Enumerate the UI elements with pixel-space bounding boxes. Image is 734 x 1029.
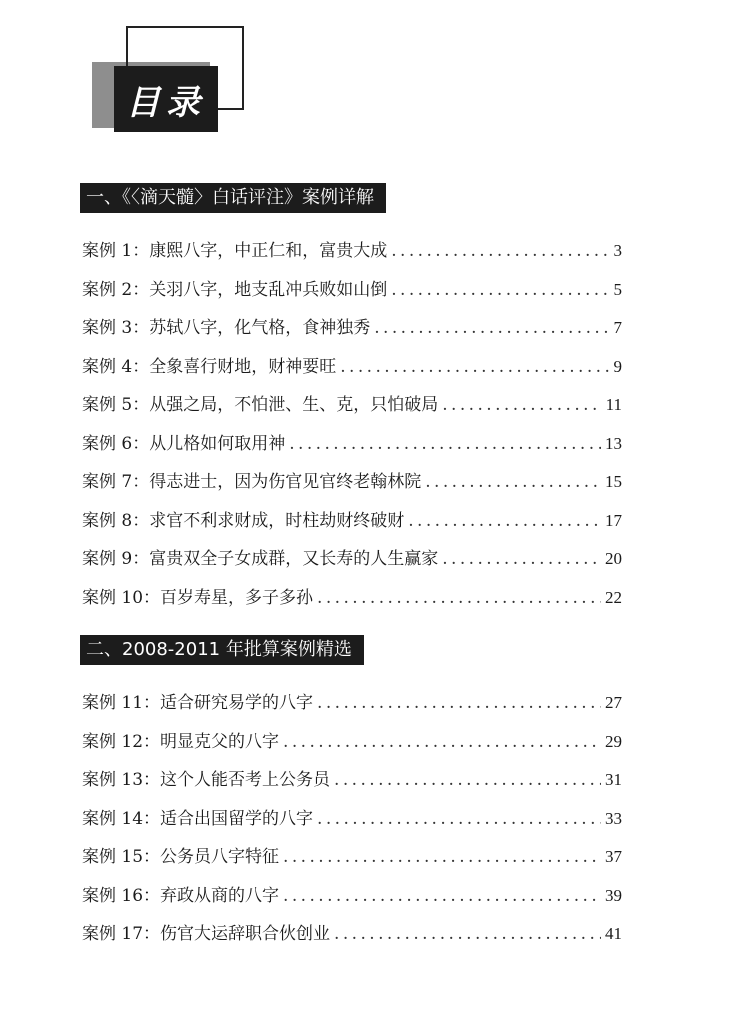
page-title: 目录 [114, 66, 218, 132]
toc-entry[interactable] [82, 583, 622, 622]
entry-page-number: 31 [605, 770, 622, 789]
toc-entry[interactable] [82, 919, 622, 958]
entry-number: 案例 6： [82, 433, 150, 454]
entry-title: 康熙八字，中正仁和，富贵大成 [149, 241, 388, 261]
entry-page-number: 37 [605, 847, 622, 866]
entry-title: 苏轼八字，化气格，食神独秀 [149, 318, 371, 338]
entry-number: 案例 5： [82, 395, 150, 415]
leader-dots [408, 511, 601, 531]
entry-title: 适合出国留学的八字 [160, 808, 314, 829]
entry-page-number: 39 [605, 885, 622, 905]
entry-number: 案例 12： [82, 731, 161, 752]
entry-title: 伤官大运辞职合伙创业 [160, 924, 331, 944]
toc-entry[interactable] [82, 804, 622, 843]
entry-number: 案例 14： [82, 808, 161, 829]
leader-dots [317, 809, 601, 829]
toc-entry[interactable] [82, 236, 622, 275]
toc-entry[interactable] [82, 688, 622, 727]
leader-dots [334, 924, 601, 944]
entry-page-number: 33 [605, 808, 622, 828]
leader-dots [340, 357, 609, 377]
entry-number: 案例 11： [82, 693, 161, 713]
entry-page-number: 20 [605, 549, 622, 568]
leader-dots [391, 241, 609, 261]
entry-page-number: 29 [605, 731, 622, 751]
entry-number: 案例 4： [82, 356, 150, 377]
leader-dots [442, 549, 601, 569]
toc-emblem [92, 26, 248, 130]
entry-title: 全象喜行财地，财神要旺 [149, 356, 337, 377]
entry-number: 案例 15： [82, 847, 161, 867]
entry-page-number: 7 [613, 318, 622, 337]
toc-entry[interactable] [82, 275, 622, 314]
entry-title: 从强之局，不怕泄、生、克，只怕破局 [149, 395, 439, 415]
toc-entry[interactable] [82, 765, 622, 804]
entry-number: 案例 10： [82, 587, 161, 608]
entry-title: 求官不利求财成，时柱劫财终破财 [149, 510, 405, 531]
leader-dots [283, 847, 601, 867]
entry-number: 案例 9： [82, 549, 150, 569]
toc-entry[interactable] [82, 506, 622, 545]
entry-number: 案例 8： [82, 510, 150, 531]
leader-dots [425, 472, 601, 492]
entry-title: 适合研究易学的八字 [160, 693, 314, 713]
leader-dots [283, 886, 601, 906]
entry-page-number: 27 [605, 693, 622, 712]
entry-page-number: 15 [605, 472, 622, 491]
entry-page-number: 22 [605, 587, 622, 607]
leader-dots [283, 732, 601, 752]
entry-page-number: 41 [605, 924, 622, 943]
toc-entry[interactable] [82, 842, 622, 881]
section-1-entries [82, 236, 622, 621]
entry-number: 案例 17： [82, 924, 161, 944]
toc-entry[interactable] [82, 390, 622, 429]
toc-entry[interactable] [82, 727, 622, 766]
entry-title: 弃政从商的八字 [160, 885, 280, 906]
section-header-1: 一、《〈滴天髓〉白话评注》案例详解 [80, 183, 386, 213]
entry-page-number: 17 [605, 510, 622, 530]
entry-page-number: 13 [605, 433, 622, 453]
entry-title: 关羽八字，地支乱冲兵败如山倒 [149, 279, 388, 300]
toc-entry[interactable] [82, 313, 622, 352]
entry-page-number: 5 [613, 279, 622, 299]
entry-title: 这个人能否考上公务员 [160, 770, 331, 790]
toc-entry[interactable] [82, 881, 622, 920]
section-2-entries [82, 688, 622, 958]
toc-entry[interactable] [82, 429, 622, 468]
entry-number: 案例 3： [82, 318, 150, 338]
leader-dots [391, 280, 609, 300]
leader-dots [317, 693, 601, 713]
entry-title: 从儿格如何取用神 [149, 433, 286, 454]
toc-entry[interactable] [82, 544, 622, 583]
leader-dots [334, 770, 601, 790]
toc-entry[interactable] [82, 352, 622, 391]
entry-number: 案例 7： [82, 472, 150, 492]
section-header-2: 二、2008-2011 年批算案例精选 [80, 635, 364, 665]
entry-number: 案例 1： [82, 241, 150, 261]
leader-dots [289, 434, 601, 454]
leader-dots [317, 588, 601, 608]
entry-title: 明显克父的八字 [160, 731, 280, 752]
entry-number: 案例 2： [82, 279, 150, 300]
entry-page-number: 9 [613, 356, 622, 376]
entry-title: 公务员八字特征 [160, 847, 280, 867]
leader-dots [374, 318, 609, 338]
entry-page-number: 11 [605, 395, 622, 414]
entry-title: 富贵双全子女成群，又长寿的人生赢家 [149, 549, 439, 569]
entry-title: 百岁寿星，多子多孙 [160, 587, 314, 608]
entry-title: 得志进士，因为伤官见官终老翰林院 [149, 472, 422, 492]
entry-number: 案例 16： [82, 885, 161, 906]
toc-entry[interactable] [82, 467, 622, 506]
leader-dots [442, 395, 601, 415]
entry-page-number: 3 [613, 241, 622, 260]
entry-number: 案例 13： [82, 770, 161, 790]
